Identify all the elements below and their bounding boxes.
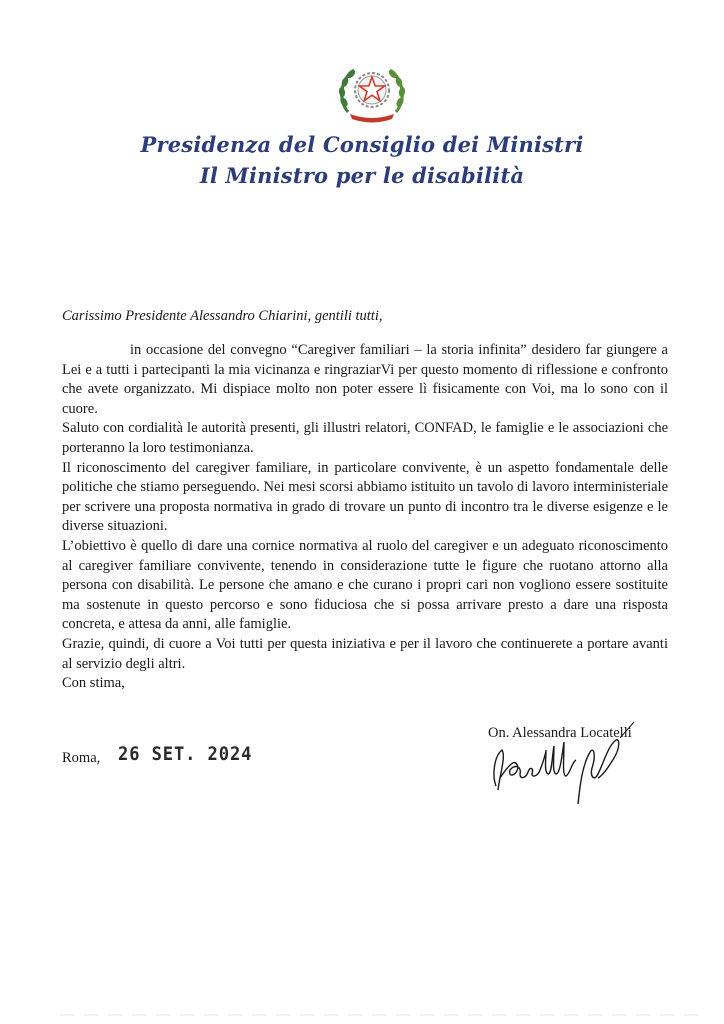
letter-body (62, 341, 668, 694)
letterhead-title: Presidenza del Consiglio dei Ministri (140, 132, 584, 157)
paragraph: in occasione del convegno “Caregiver familiari – la storia infinita” desidero far giungere a Lei e a tutti i partecipanti la mia vicinanza e ringraziarVi per questo momento di riflessione e confronto che avete organizzato. Mi dispiace molto non poter essere lì fisicamente con Voi, ma lo sono con il cuore. (62, 342, 668, 417)
letterhead-subtitle: Il Ministro per le disabilità (199, 163, 525, 188)
date-stamp: 26 SET. 2024 (118, 743, 253, 765)
salutation: Carissimo Presidente Alessandro Chiarini, gentili tutti, (62, 308, 383, 324)
paragraph: Il riconoscimento del caregiver familiare, in particolare convivente, è un aspetto fondamentale delle politiche che stiamo perseguendo. Nei mesi scorsi abbiamo istituito un tavolo di lavoro interministeriale per scrivere una proposta normativa in grado di trovare un punto di incontro tra le diverse esigenze e le diverse situazioni. (62, 459, 668, 535)
closing: Con stima, (62, 675, 125, 692)
signer-name: On. Alessandra Locatelli (488, 725, 632, 741)
place: Roma, (62, 750, 101, 766)
handwritten-signature (486, 716, 636, 812)
scan-artifact (0, 1012, 724, 1018)
italian-republic-emblem-icon (334, 60, 410, 126)
paragraph: Saluto con cordialità le autorità presenti, gli illustri relatori, CONFAD, le famiglie e le associazioni che porteranno la loro testimonianza. (62, 420, 668, 456)
paragraph: Grazie, quindi, di cuore a Voi tutti per questa iniziativa e per il lavoro che continuerete a portare avanti al servizio degli altri. (62, 635, 668, 672)
paragraph: L’obiettivo è quello di dare una cornice normativa al ruolo del caregiver e un adeguato riconoscimento al caregiver familiare convivente, tenendo in considerazione tutte le figure che ruotano attorno alla persona con disabilità. Le persone che amano e che curano i propri cari non vogliono essere sostituite ma sostenute in questo percorso e sono fiduciosa che si possa arrivare presto a dare una risposta concreta, e attesa da anni, alle famiglie. (62, 537, 668, 633)
